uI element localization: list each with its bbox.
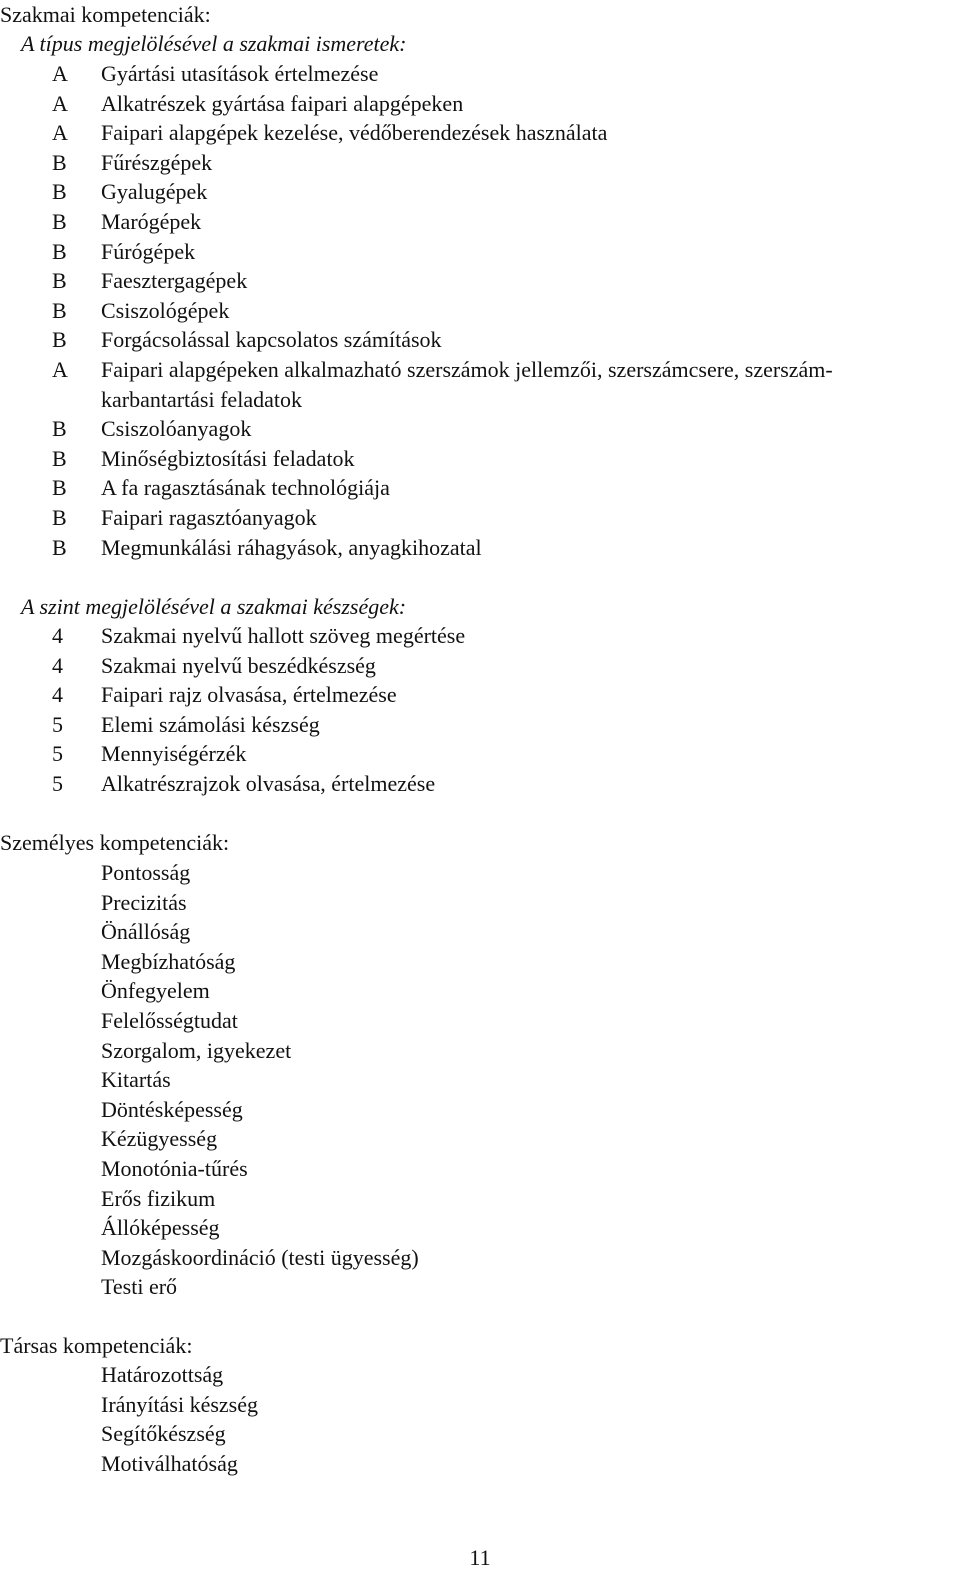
list-item: Pontosság xyxy=(101,860,191,885)
item-code: B xyxy=(52,268,67,293)
item-code: B xyxy=(52,179,67,204)
section-title-szakmai: Szakmai kompetenciák: xyxy=(0,2,211,27)
list-item: Faesztergagépek xyxy=(101,268,248,293)
list-item-continuation: karbantartási feladatok xyxy=(101,387,302,412)
list-item: Monotónia-tűrés xyxy=(101,1156,248,1181)
list-item: Szakmai nyelvű beszédkészség xyxy=(101,653,376,678)
list-item: Megbízhatóság xyxy=(101,949,236,974)
list-item: Önfegyelem xyxy=(101,978,210,1003)
item-level: 5 xyxy=(52,712,63,737)
item-code: B xyxy=(52,475,67,500)
list-item: Precizitás xyxy=(101,890,187,915)
item-code: B xyxy=(52,535,67,560)
list-item: Felelősségtudat xyxy=(101,1008,238,1033)
list-item: Erős fizikum xyxy=(101,1186,216,1211)
item-code: A xyxy=(52,61,68,86)
list-item: Mennyiségérzék xyxy=(101,741,247,766)
list-item: Testi erő xyxy=(101,1274,178,1299)
item-code: B xyxy=(52,150,67,175)
list-item: Irányítási készség xyxy=(101,1392,258,1417)
item-code: B xyxy=(52,505,67,530)
list-item: Gyalugépek xyxy=(101,179,208,204)
list-item: Mozgáskoordináció (testi ügyesség) xyxy=(101,1245,419,1270)
list-item: Forgácsolással kapcsolatos számítások xyxy=(101,327,442,352)
item-code: B xyxy=(52,416,67,441)
list-item: Önállóság xyxy=(101,919,191,944)
section-title-tarsas: Társas kompetenciák: xyxy=(0,1333,193,1358)
list-item: Szakmai nyelvű hallott szöveg megértése xyxy=(101,623,466,648)
list-item: Faipari ragasztóanyagok xyxy=(101,505,317,530)
list-item: Fúrógépek xyxy=(101,239,196,264)
item-level: 4 xyxy=(52,653,63,678)
item-code: B xyxy=(52,239,67,264)
subheading-szakmai-keszsegek: A szint megjelölésével a szakmai készségek: xyxy=(21,594,407,619)
item-level: 4 xyxy=(52,623,63,648)
subheading-szakmai-ismeretek: A típus megjelölésével a szakmai ismeretek: xyxy=(21,31,407,56)
page-number: 11 xyxy=(469,1545,491,1570)
item-code: A xyxy=(52,120,68,145)
item-code: B xyxy=(52,209,67,234)
list-item: Faipari rajz olvasása, értelmezése xyxy=(101,682,397,707)
list-item: Minőségbiztosítási feladatok xyxy=(101,446,355,471)
list-item: Alkatrészek gyártása faipari alapgépeken xyxy=(101,91,464,116)
list-item: Csiszolóanyagok xyxy=(101,416,252,441)
list-item: Alkatrészrajzok olvasása, értelmezése xyxy=(101,771,436,796)
list-item: Kézügyesség xyxy=(101,1126,218,1151)
list-item: Fűrészgépek xyxy=(101,150,213,175)
list-item: A fa ragasztásának technológiája xyxy=(101,475,390,500)
item-code: A xyxy=(52,357,68,382)
list-item: Faipari alapgépeken alkalmazható szerszámok jellemzői, szerszámcsere, szerszám- xyxy=(101,357,833,382)
list-item: Döntésképesség xyxy=(101,1097,243,1122)
list-item: Kitartás xyxy=(101,1067,171,1092)
list-item: Csiszológépek xyxy=(101,298,230,323)
item-level: 5 xyxy=(52,741,63,766)
item-code: B xyxy=(52,327,67,352)
list-item: Motiválhatóság xyxy=(101,1451,238,1476)
list-item: Állóképesség xyxy=(101,1215,220,1240)
section-title-szemelyes: Személyes kompetenciák: xyxy=(0,830,230,855)
list-item: Elemi számolási készség xyxy=(101,712,320,737)
list-item: Megmunkálási ráhagyások, anyagkihozatal xyxy=(101,535,482,560)
item-code: B xyxy=(52,446,67,471)
list-item: Faipari alapgépek kezelése, védőberendezések használata xyxy=(101,120,608,145)
list-item: Marógépek xyxy=(101,209,202,234)
item-level: 5 xyxy=(52,771,63,796)
list-item: Határozottság xyxy=(101,1362,224,1387)
item-level: 4 xyxy=(52,682,63,707)
item-code: B xyxy=(52,298,67,323)
list-item: Szorgalom, igyekezet xyxy=(101,1038,292,1063)
item-code: A xyxy=(52,91,68,116)
list-item: Segítőkészség xyxy=(101,1421,226,1446)
list-item: Gyártási utasítások értelmezése xyxy=(101,61,379,86)
